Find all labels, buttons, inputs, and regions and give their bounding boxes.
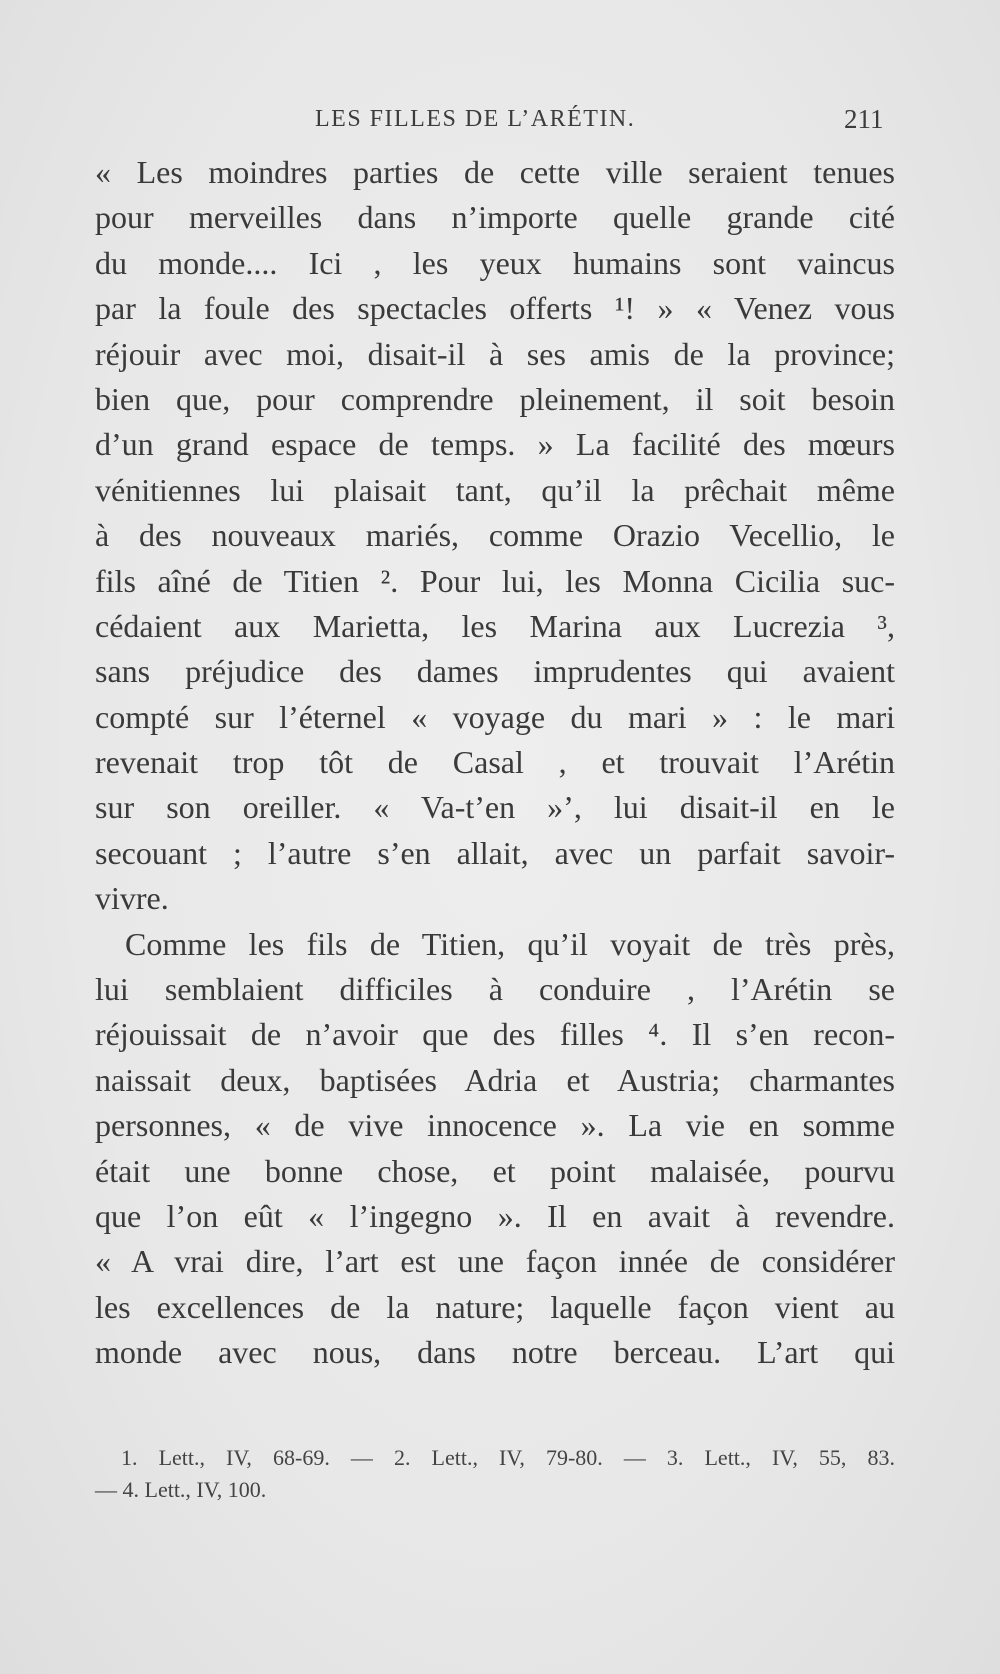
text-line: « A vrai dire, l’art est une façon innée de considérer xyxy=(95,1243,895,1280)
text-line: monde avec nous, dans notre berceau. L’art qui xyxy=(95,1334,895,1371)
footnotes xyxy=(95,1442,895,1506)
text-line: par la foule des spectacles offerts ¹! » « Venez vous xyxy=(95,290,895,327)
text-line: fils aîné de Titien ². Pour lui, les Monna Cicilia suc- xyxy=(95,562,895,599)
text-line: les excellences de la nature; laquelle façon vient au xyxy=(95,1288,895,1325)
footnote-line: — 4. Lett., IV, 100. xyxy=(95,1477,267,1502)
text-line: secouant ; l’autre s’en allait, avec un parfait savoir- xyxy=(95,834,895,871)
running-title: LES FILLES DE L’ARÉTIN. xyxy=(315,106,636,132)
running-head xyxy=(0,100,1000,140)
text-line: vénitiennes lui plaisait tant, qu’il la prêchait même xyxy=(95,471,895,508)
text-line: vivre. xyxy=(95,880,169,917)
text-line: que l’on eût « l’ingegno ». Il en avait à revendre. xyxy=(95,1197,895,1234)
body-text xyxy=(95,150,895,1376)
text-line: était une bonne chose, et point malaisée, pourvu xyxy=(95,1152,895,1189)
text-line: Comme les fils de Titien, qu’il voyait de très près, xyxy=(125,925,895,962)
text-line: cédaient aux Marietta, les Marina aux Lucrezia ³, xyxy=(95,607,895,644)
text-line: naissait deux, baptisées Adria et Austria; charmantes xyxy=(95,1061,895,1098)
text-line: compté sur l’éternel « voyage du mari » : le mari xyxy=(95,698,895,735)
text-line: personnes, « de vive innocence ». La vie en somme xyxy=(95,1107,895,1144)
text-line: à des nouveaux mariés, comme Orazio Vecellio, le xyxy=(95,517,895,554)
text-line: sur son oreiller. « Va-t’en »’, lui disait-il en le xyxy=(95,789,895,826)
page-number: 211 xyxy=(844,104,884,134)
text-line: sans préjudice des dames imprudentes qui avaient xyxy=(95,653,895,690)
text-line: pour merveilles dans n’importe quelle grande cité xyxy=(95,199,895,236)
text-line: d’un grand espace de temps. » La facilité des mœurs xyxy=(95,426,895,463)
footnote-line: 1. Lett., IV, 68-69. — 2. Lett., IV, 79-80. — 3. Lett., IV, 55, 83. xyxy=(121,1445,895,1470)
text-line: revenait trop tôt de Casal , et trouvait l’Arétin xyxy=(95,744,895,781)
text-line: réjouir avec moi, disait-il à ses amis de la province; xyxy=(95,335,895,372)
text-line: du monde.... Ici , les yeux humains sont vaincus xyxy=(95,244,895,281)
text-line: bien que, pour comprendre pleinement, il soit besoin xyxy=(95,380,895,417)
text-line: réjouissait de n’avoir que des filles ⁴. Il s’en recon- xyxy=(95,1016,895,1053)
text-line: « Les moindres parties de cette ville seraient tenues xyxy=(95,154,895,190)
text-line: lui semblaient difficiles à conduire , l’Arétin se xyxy=(95,971,895,1008)
